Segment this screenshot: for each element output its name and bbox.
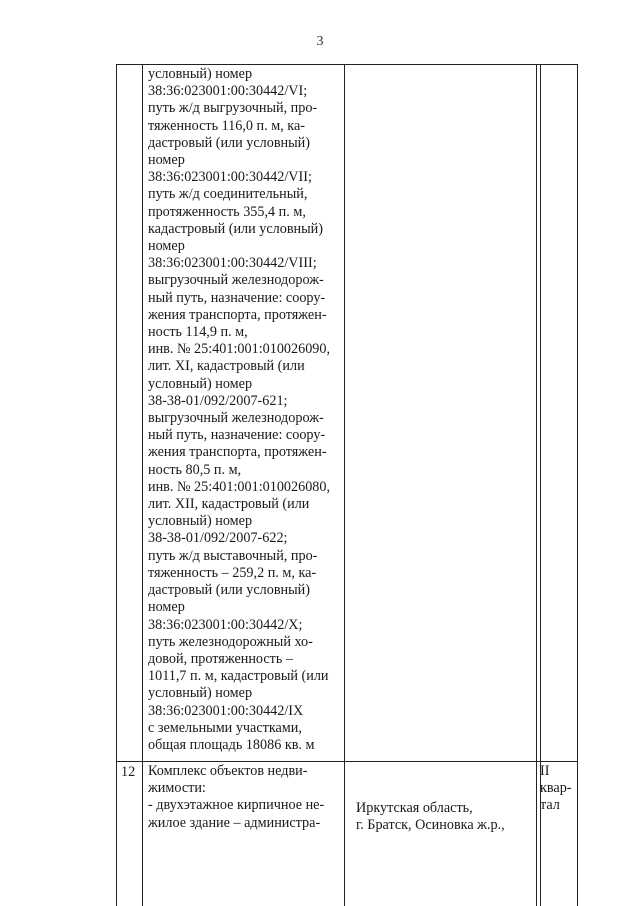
description-line: 38:36:023001:00:30442/IX (148, 702, 304, 719)
description-line: лит. XI, кадастровый (или (148, 358, 305, 375)
description-line: жения транспорта, протяжен- (148, 444, 327, 461)
description-line: ность 80,5 п. м, (148, 461, 242, 478)
row-12-address (356, 800, 505, 834)
description-line: номер (148, 238, 185, 255)
description-line: 38:36:023001:00:30442/VII; (148, 169, 312, 186)
term-line: квар- (540, 780, 572, 797)
column-divider-description (344, 64, 345, 906)
description-line: путь ж/д выгрузочный, про- (148, 100, 318, 117)
description-line: тяженность – 259,2 п. м, ка- (148, 564, 317, 581)
term-line: тал (540, 797, 560, 814)
description-line: номер (148, 599, 185, 616)
description-line: ный путь, назначение: соору- (148, 289, 326, 306)
description-line: жения транспорта, протяжен- (148, 306, 327, 323)
description-line: жилое здание – администра- (148, 814, 321, 831)
description-line: 38:36:023001:00:30442/VI; (148, 83, 308, 100)
description-line: условный) номер (148, 375, 253, 392)
address-line: г. Братск, Осиновка ж.р., (356, 817, 505, 834)
description-line: лит. XII, кадастровый (или (148, 496, 310, 513)
description-line: выгрузочный железнодорож- (148, 410, 324, 427)
description-line: инв. № 25:401:001:010026090, (148, 341, 331, 358)
description-line: условный) номер (148, 66, 253, 82)
description-line: довой, протяженность – (148, 650, 293, 667)
table-border-right (577, 64, 578, 906)
term-line: II (540, 763, 550, 779)
description-line: дастровый (или условный) (148, 582, 310, 599)
table-border-left (116, 64, 117, 906)
description-line: номер (148, 152, 185, 169)
description-line: с земельными участками, (148, 719, 302, 736)
description-line: 1011,7 п. м, кадастровый (или (148, 668, 329, 685)
column-divider-number (142, 64, 143, 906)
description-line: жимости: (148, 780, 206, 797)
description-line: инв. № 25:401:001:010026080, (148, 478, 331, 495)
description-line: Комплекс объектов недви- (148, 763, 308, 779)
row-12-term (540, 763, 572, 815)
table-border-top (116, 64, 578, 65)
continued-row-description (148, 66, 330, 754)
description-line: условный) номер (148, 513, 253, 530)
description-line: ный путь, назначение: соору- (148, 427, 326, 444)
description-line: 38:36:023001:00:30442/VIII; (148, 255, 317, 272)
column-divider-address (536, 64, 537, 906)
row-12-number: 12 (121, 764, 136, 780)
description-line: общая площадь 18086 кв. м (148, 736, 315, 753)
description-line: дастровый (или условный) (148, 134, 310, 151)
row-12-description (148, 763, 324, 832)
description-line: выгрузочный железнодорож- (148, 272, 324, 289)
description-line: условный) номер (148, 685, 253, 702)
description-line: ность 114,9 п. м, (148, 324, 248, 341)
description-line: - двухэтажное кирпичное не- (148, 797, 325, 814)
page-number: 3 (316, 34, 324, 49)
description-line: кадастровый (или условный) (148, 220, 323, 237)
description-line: 38:36:023001:00:30442/X; (148, 616, 303, 633)
description-line: путь ж/д соединительный, (148, 186, 308, 203)
description-line: путь ж/д выставочный, про- (148, 547, 318, 564)
description-line: тяженность 116,0 п. м, ка- (148, 117, 305, 134)
description-line: путь железнодорожный хо- (148, 633, 313, 650)
description-line: протяженность 355,4 п. м, (148, 203, 306, 220)
description-line: 38-38-01/092/2007-621; (148, 392, 288, 409)
row-divider-12 (116, 761, 578, 762)
description-line: 38-38-01/092/2007-622; (148, 530, 288, 547)
address-line: Иркутская область, (356, 800, 473, 816)
